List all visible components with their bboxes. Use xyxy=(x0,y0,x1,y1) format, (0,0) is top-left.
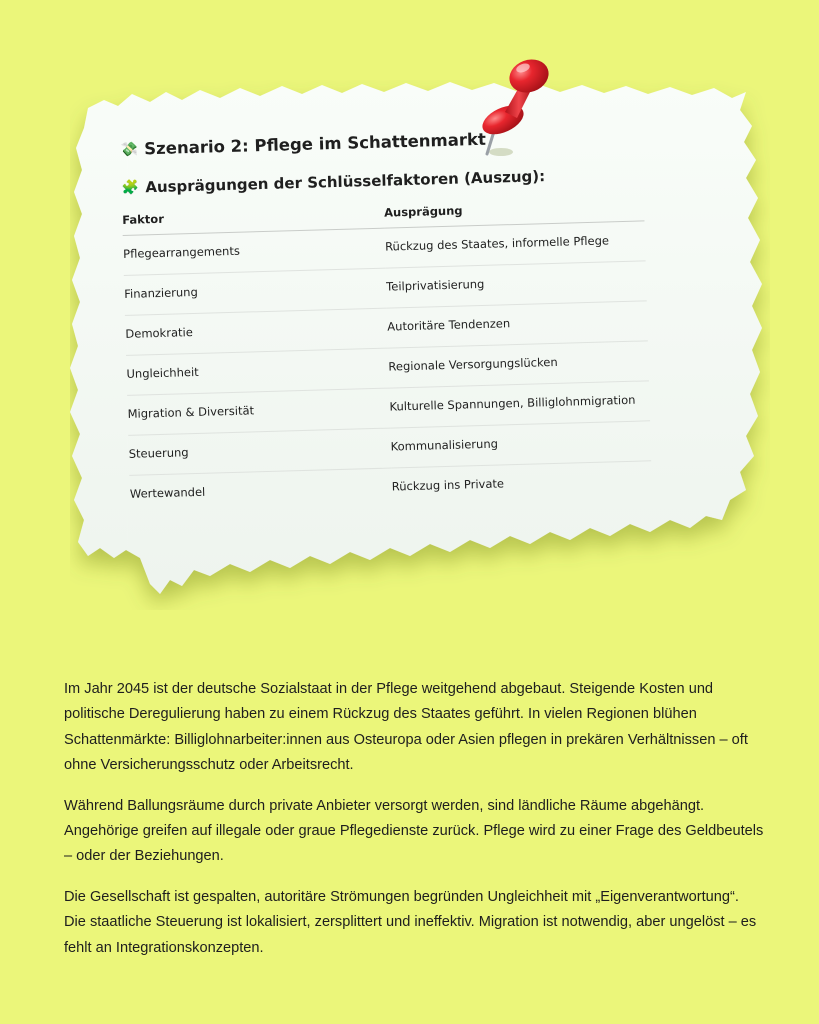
paragraph: Die Gesellschaft ist gespalten, autoritäre Strömungen begründen Ungleichheit mit „Eigenverantwortung“. Die staatliche Steuerung ist lokalisiert, zersplittert und ineffektiv. Migration ist notwendig, aber ungelöst – es fehlt an Integrationskonzepten. xyxy=(64,888,757,956)
value-cell: Rückzug des Staates, informelle Pflege xyxy=(385,221,646,268)
note-content xyxy=(120,124,700,515)
torn-paper-note xyxy=(70,80,770,610)
scenario-description xyxy=(64,677,764,976)
paragraph: Während Ballungsräume durch private Anbieter versorgt werden, sind ländliche Räume abgehängt. Angehörige greifen auf illegale oder graue Pflegedienste zurück. Pflege wird zu einer Frage des Geldbeutels – oder der Beziehungen. xyxy=(64,797,764,865)
money-icon: 💸 xyxy=(120,141,139,158)
value-cell: Teilprivatisierung xyxy=(386,261,647,308)
scenario-title-text: Szenario 2: Pflege im Schattenmarkt xyxy=(143,129,487,159)
column-header-value: Ausprägung xyxy=(384,192,645,228)
value-cell: Autoritäre Tendenzen xyxy=(387,301,648,348)
factor-cell: Pflegearrangements xyxy=(123,228,386,275)
value-cell: Regionale Versorgungslücken xyxy=(388,341,649,388)
key-factors-heading xyxy=(121,163,691,197)
push-pin-icon xyxy=(465,52,555,162)
value-cell: Kommunalisierung xyxy=(390,421,651,468)
column-header-factor: Faktor xyxy=(122,200,385,236)
factor-cell: Finanzierung xyxy=(124,268,387,315)
factor-cell: Wertewandel xyxy=(129,484,206,501)
value-cell: Kulturelle Spannungen, Billiglohnmigration xyxy=(389,381,650,428)
factor-cell: Steuerung xyxy=(128,428,391,475)
factor-cell: Migration & Diversität xyxy=(127,388,390,435)
key-factors-heading-text: Ausprägungen der Schlüsselfaktoren (Auszug): xyxy=(145,167,546,197)
factor-cell: Ungleichheit xyxy=(126,348,389,395)
puzzle-icon: 🧩 xyxy=(121,179,140,196)
paragraph: Im Jahr 2045 ist der deutsche Sozialstaat in der Pflege weitgehend abgebaut. Steigende Kosten und politische Deregulierung haben zu einem Rückzug des Staates geführt. In vielen Regionen blühen Schattenmärkte: Billiglohnarbeiter:innen aus Osteuropa oder Asien pflegen in prekären Verhältnissen – oft ohne Versicherungsschutz oder Arbeitsrecht. xyxy=(64,681,748,774)
factor-cell: Demokratie xyxy=(125,308,388,355)
value-cell: Rückzug ins Private xyxy=(391,476,505,494)
key-factors-table xyxy=(122,192,652,514)
